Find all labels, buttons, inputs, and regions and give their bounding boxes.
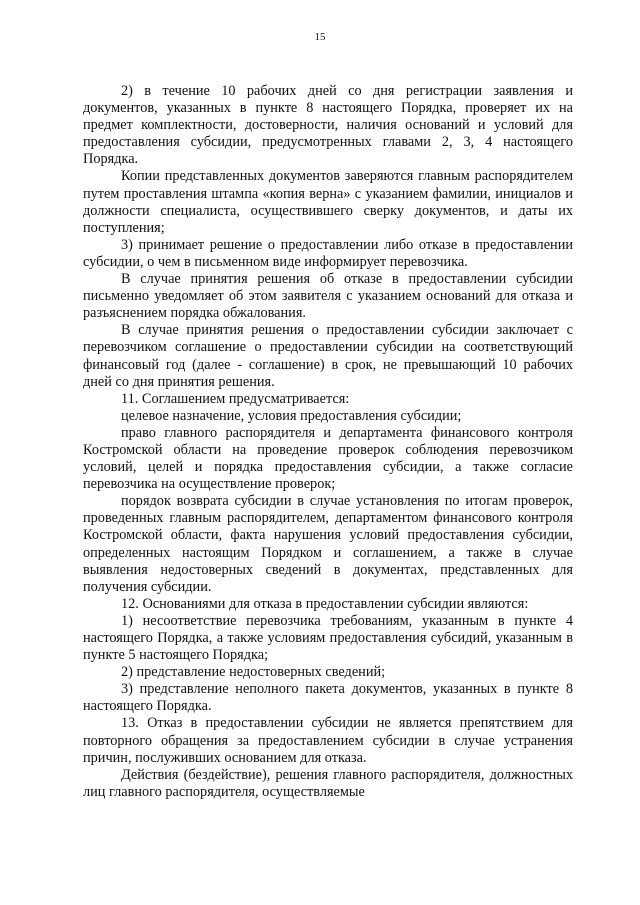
paragraph-12-heading: 12. Основаниями для отказа в предоставлении субсидии являются:	[121, 595, 529, 612]
paragraph-actions-appeal: Действия (бездействие), решения главного распорядителя, должностных лиц главного распорядителя, осуществляемые	[83, 766, 573, 800]
paragraph-11-heading: 11. Соглашением предусматривается:	[121, 390, 350, 407]
paragraph-agreement-conclusion: В случае принятия решения о предоставлении субсидии заключает с перевозчиком соглашение о предоставлении субсидии на соответствующий финансовый год (далее - соглашение) в срок, не превышающий 10 рабочих дней со дня принятия решения.	[83, 322, 573, 390]
paragraph-purpose-conditions: целевое назначение, условия предоставления субсидии;	[121, 407, 462, 424]
paragraph-item-2-review: 2) в течение 10 рабочих дней со дня регистрации заявления и документов, указанных в пункте 8 настоящего Порядка, проверяет их на предмет комплектности, достоверности, наличия оснований и условий для предоставления субсидии, предусмотренных главами 2, 3, 4 настоящего Порядка.	[83, 83, 573, 168]
paragraph-control-rights: право главного распорядителя и департамента финансового контроля Костромской области на проведение проверок соблюдения перевозчиком условий, целей и порядка предоставления субсидии, а также согласие перевозчика на осуществление проверок;	[83, 424, 573, 493]
paragraph-refund-procedure: порядок возврата субсидии в случае установления по итогам проверок, проведенных главным распорядителем, департаментом финансового контроля Костромской области, факта нарушения условий предоставления субсидии, определенных настоящим Порядком и соглашением, а также в случае выявления недостоверных сведений в документах, представленных для получения субсидии.	[83, 493, 573, 595]
paragraph-13-reapplication: 13. Отказ в предоставлении субсидии не является препятствием для повторного обращения за предоставлением субсидии в случае устранения причин, послуживших основанием для отказа.	[83, 715, 573, 766]
paragraph-refusal-reason-2: 2) представление недостоверных сведений;	[121, 664, 386, 681]
paragraph-refusal-reason-1: 1) несоответствие перевозчика требованиям, указанным в пункте 4 настоящего Порядка, а также условиям предоставления субсидий, указанным в пункте 5 настоящего Порядка;	[83, 612, 573, 664]
paragraph-refusal-notice: В случае принятия решения об отказе в предоставлении субсидии письменно уведомляет об этом заявителя с указанием оснований для отказа и разъяснением порядка обжалования.	[83, 271, 573, 322]
document-body	[83, 83, 573, 801]
page-number: 15	[314, 31, 326, 43]
paragraph-item-3-decision: 3) принимает решение о предоставлении либо отказе в предоставлении субсидии, о чем в письменном виде информирует перевозчика.	[83, 236, 573, 270]
paragraph-refusal-reason-3: 3) представление неполного пакета документов, указанных в пункте 8 настоящего Порядка.	[83, 681, 573, 715]
paragraph-copies-certified: Копии представленных документов заверяются главным распорядителем путем проставления штампа «копия верна» с указанием фамилии, инициалов и должности специалиста, осуществившего сверку документов, и даты их поступления;	[83, 168, 573, 236]
